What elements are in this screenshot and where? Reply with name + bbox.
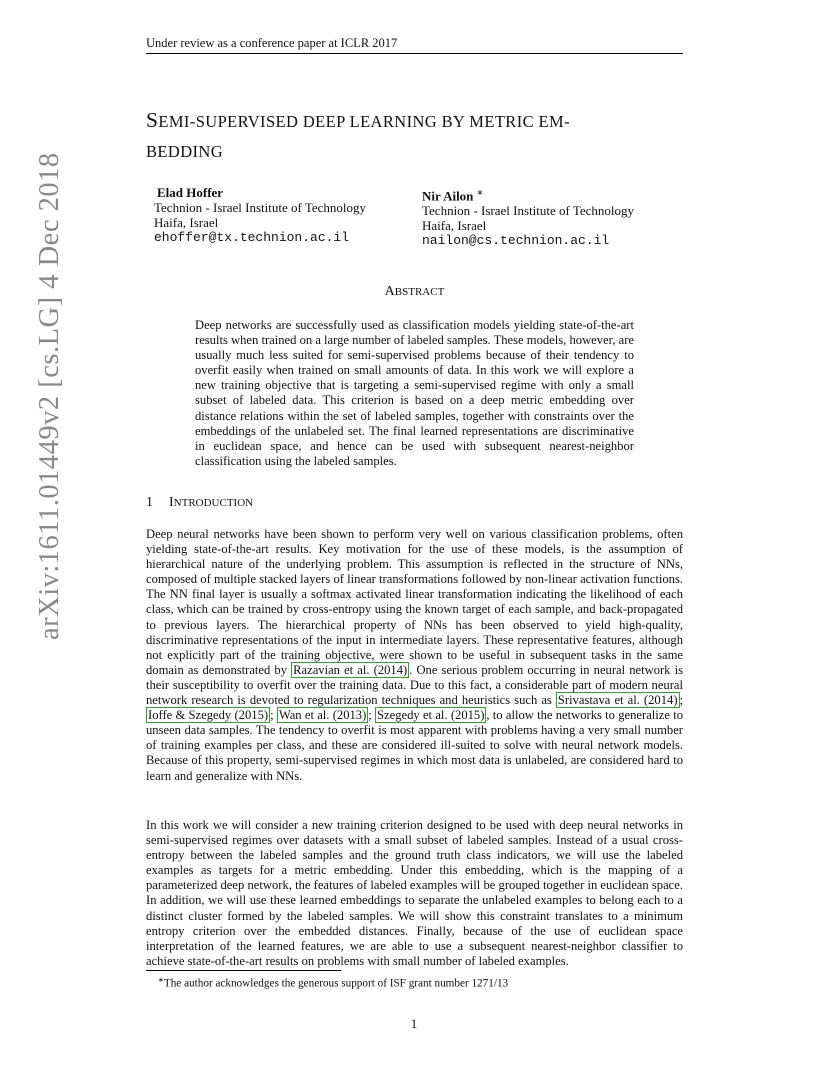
citation-link[interactable]: Wan et al. (2013) bbox=[278, 708, 367, 723]
citation-year: 2014 bbox=[377, 662, 403, 677]
title-line1: EMI-SUPERVISED DEEP LEARNING BY METRIC EM- bbox=[158, 112, 570, 131]
footnote-marker: ∗ bbox=[158, 976, 164, 984]
citation-authors: Ioffe & Szegedy bbox=[148, 708, 232, 723]
citation-link[interactable]: Razavian et al. (2014) bbox=[293, 662, 408, 677]
citation-authors: Wan et al. bbox=[278, 708, 330, 723]
abstract-heading-rest: BSTRACT bbox=[394, 286, 445, 298]
citation-authors: Srivastava et al. bbox=[557, 693, 640, 708]
citation-link[interactable]: Ioffe & Szegedy (2015) bbox=[148, 708, 269, 723]
citation-year: 2013 bbox=[336, 708, 363, 723]
citation-year: 2015 bbox=[455, 708, 481, 723]
author-name bbox=[422, 185, 634, 203]
section-heading-rest: NTRODUCTION bbox=[173, 497, 254, 509]
section-heading-initial: I bbox=[169, 495, 174, 510]
section-number: 1 bbox=[146, 495, 153, 510]
footnote bbox=[158, 976, 508, 990]
abstract-heading bbox=[146, 284, 683, 300]
running-header: Under review as a conference paper at ICLR 2017 bbox=[146, 36, 398, 50]
paragraph-text: Deep neural networks have been shown to perform very well on various classification problems, often yielding state-of-the-art results. Key motivation for the use of these models, is the assumption of hierarchical nature of the underlying problem. This assumption is reflected in the structure of NNs, composed of multiple stacked layers of linear transformations followed by non-linear activation functions. The NN final layer is usually a softmax activated linear transformation indicating the likelihood of each class, which can be trained by cross-entropy using the known target of each sample, and back-propagated to previous layers. The hierarchical property of NNs has been observed to yield high-quality, discriminative representations of the input in intermediate layers. These representative features, although not explicitly part of the training objective, were shown to be useful in subsequent tasks in the same domain as demonstrated by bbox=[146, 527, 683, 677]
author-block-2 bbox=[422, 185, 634, 248]
footnote-marker: ∗ bbox=[476, 188, 484, 197]
citation-authors: Szegedy et al. bbox=[377, 708, 448, 723]
author-name: Elad Hoffer bbox=[157, 185, 224, 200]
author-block-1 bbox=[154, 185, 366, 245]
intro-paragraph-1: Deep neural networks have been shown to perform very well on various classification problems, often yielding state-of-the-art results. Key motivation for the use of these models, is the assumption of hierarchical nature of the underlying problem. This assumption is reflected in the structure of NNs, composed of multiple stacked layers of linear transformations followed by non-linear activation functions. The NN final layer is usually a softmax activated linear transformation indicating the likelihood of each class, which can be trained by cross-entropy using the known target of each sample, and back-propagated to previous layers. The hierarchical property of NNs has been observed to yield high-quality, discriminative representations of the input in intermediate layers. These representative features, although not explicitly part of the training objective, were shown to be useful in subsequent tasks in the same domain as demonstrated by Razavian et al. (2014) . One serious problem occurring in neural network is their susceptibility to overfit over the training data. Due to this fact, a considerable part of modern neural network research is devoted to regularization techniques and heuristics such as Srivastava et al. (2014) ; Ioffe & Szegedy (2015) ; Wan et al. (2013) ; Szegedy et al. (2015) , to allow the networks to generalize to unseen data samples. The tendency to overfit is most apparent with problems having a very small number of training examples per class, and these are considered ill-suited to solve with neural network models. Because of this property, semi-supervised regimes in which most data is unlabeled, are considered hard to learn and generalize with NNs. bbox=[146, 527, 684, 783]
footnote-text: The author acknowledges the generous support of ISF grant number 1271/13 bbox=[163, 977, 509, 990]
title-initial: S bbox=[146, 108, 159, 132]
author-affiliation: Technion - Israel Institute of Technology bbox=[154, 200, 367, 215]
author-affiliation: Technion - Israel Institute of Technology bbox=[422, 203, 635, 219]
citation-link[interactable]: Szegedy et al. (2015) bbox=[377, 708, 485, 723]
citation-link[interactable]: Srivastava et al. (2014) bbox=[557, 693, 678, 708]
citation-authors: Razavian et al. bbox=[293, 662, 370, 677]
paper-title bbox=[146, 106, 706, 166]
page-number: 1 bbox=[410, 1016, 418, 1031]
author-email[interactable]: nailon@cs.technion.ac.il bbox=[422, 233, 610, 249]
intro-paragraph-2: In this work we will consider a new training criterion designed to be used with deep neural networks in semi-supervised regimes over datasets with a small subset of labeled samples. Instead of a usual cross-entropy between the labeled samples and the ground truth class indicators, we will use the labeled examples as targets for a metric embedding. Under this embedding, which is the mapping of a parameterized deep network, the features of labeled examples will be grouped together in euclidean space. In addition, we will use these learned embeddings to separate the unlabeled examples to belong each to a distinct cluster formed by the labeled samples. We will show this constraint translates to a minimum entropy criterion over the embedded distances. Finally, because of the use of euclidean space interpretation of the learned features, we are able to use a subsequent nearest-neighbor classifier to achieve state-of-the-art results on problems with small number of labeled examples. bbox=[146, 818, 683, 968]
footnote-rule bbox=[146, 970, 341, 971]
citation-year: 2015 bbox=[238, 708, 264, 723]
author-name-text: Nir Ailon bbox=[422, 188, 474, 204]
header-rule bbox=[146, 53, 683, 54]
section-heading bbox=[146, 495, 253, 511]
abstract-text: Deep networks are successfully used as classification models yielding state-of-the-art results when trained on a large number of labeled samples. These models, however, are usually much less suited for semi-supervised problems because of their tendency to overfit easily when trained on small amounts of data. In this work we will explore a new training objective that is targeting a semi-supervised regime with only a small subset of labeled data. This criterion is based on a deep metric embedding over distance relations within the set of labeled samples, together with constraints over the embeddings of the unlabeled set. The final learned representations are discriminative in euclidean space, and hence can be used with subsequent nearest-neighbor classification using the labeled samples. bbox=[195, 318, 634, 468]
abstract-heading-initial: A bbox=[384, 284, 395, 299]
citation-year: 2014 bbox=[648, 693, 674, 708]
paragraph-text: , to allow the networks to generalize to unseen data samples. The tendency to overfit is most apparent with problems having a very small number of training examples per class, and these are considered ill-suited to solve with neural network models. Because of this property, semi-supervised regimes in which most data is unlabeled, are considered hard to learn and generalize with NNs. bbox=[146, 708, 684, 783]
title-line2: BEDDING bbox=[146, 142, 224, 161]
author-location: Haifa, Israel bbox=[422, 218, 487, 234]
paragraph-text: . One serious problem occurring in neural network is their susceptibility to overfit over the training data. Due to this fact, a considerable part of modern neural network research is devoted to regularization techniques and heuristics such as bbox=[146, 662, 683, 708]
author-location: Haifa, Israel bbox=[154, 215, 219, 230]
arxiv-stamp-text[interactable]: arXiv:1611.01449v2 [cs.LG] 4 Dec 2018 bbox=[34, 152, 65, 640]
author-email[interactable]: ehoffer@tx.technion.ac.il bbox=[154, 230, 350, 245]
